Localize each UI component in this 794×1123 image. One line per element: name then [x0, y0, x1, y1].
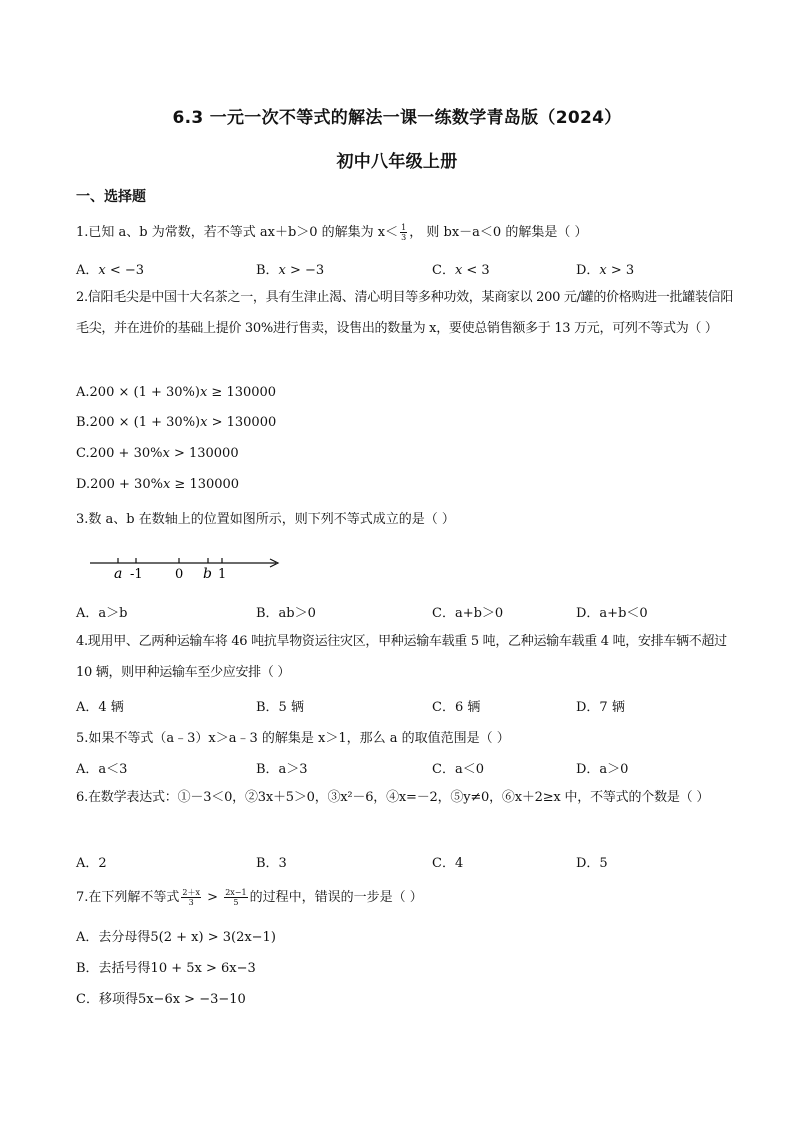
q1-option-a: A．𝑥 < −3	[76, 263, 145, 278]
q3-option-a: A．a＞b	[76, 606, 128, 621]
q7-frac1-num: 2＋x	[182, 888, 201, 897]
q3-option-c: C．a+b＞0	[432, 606, 504, 621]
label-minus-1: -1	[130, 567, 143, 582]
q6-option-a: A．2	[76, 856, 107, 871]
q7-step-b: B．去括号得10 + 5x > 6x−3	[76, 961, 256, 976]
label-1: 1	[218, 567, 227, 582]
q7-text-a: 7.在下列解不等式	[76, 890, 180, 905]
question-3-options	[76, 602, 736, 622]
q1-option-b: B．𝑥 > −3	[256, 263, 325, 278]
q1-text-a: 1.已知 a、b 为常数，若不等式 ax＋b＞0 的解集为 x＜	[76, 225, 399, 240]
question-1-stem	[76, 221, 587, 242]
q3-option-b: B．ab＞0	[256, 606, 316, 621]
question-6-options	[76, 852, 736, 872]
q1-text-b: ， 则 bx－a＜0 的解集是（ ）	[409, 225, 588, 240]
q4-option-d: D．7 辆	[576, 700, 625, 715]
question-1-options	[76, 259, 736, 279]
q2-option-b: B.200 × (1 + 30%)𝑥 > 130000	[76, 415, 277, 430]
q1-option-d: D．𝑥 > 3	[576, 263, 635, 278]
q5-option-d: D．a＞0	[576, 762, 629, 777]
title-line-1: 6.3 一元一次不等式的解法一课一练数学青岛版（2024）	[172, 108, 622, 128]
question-4-stem: 4.现用甲、乙两种运输车将 46 吨抗旱物资运往灾区，甲种运输车载重 5 吨，乙种运输车载重 4 吨，安排车辆不超过 10 辆，则甲种运输车至少应安排（ ）	[76, 634, 727, 680]
title-line-2: 初中八年级上册	[336, 152, 458, 172]
q7-step-c: C．移项得5x−6x > −3−10	[76, 992, 246, 1007]
label-a: a	[114, 566, 123, 582]
q7-text-b: 的过程中，错误的一步是（ ）	[249, 890, 423, 905]
q6-option-d: D．5	[576, 856, 608, 871]
q2-option-c: C.200 + 30%𝑥 > 130000	[76, 446, 239, 461]
q2-option-a: A.200 × (1 + 30%)𝑥 ≥ 130000	[76, 385, 277, 400]
q1-fraction	[400, 223, 407, 242]
q7-step-a: A．去分母得5(2 + x) > 3(2x−1)	[76, 930, 276, 945]
q1-option-c: C．𝑥 < 3	[432, 263, 490, 278]
number-line-figure	[90, 548, 290, 584]
q7-fraction-left	[181, 888, 201, 907]
q2-option-d: D.200 + 30%𝑥 ≥ 130000	[76, 477, 240, 492]
question-5-stem: 5.如果不等式（a﹣3）x＞a﹣3 的解集是 x＞1，那么 a 的取值范围是（ ）	[76, 731, 510, 746]
q4-option-c: C．6 辆	[432, 700, 481, 715]
q3-option-d: D．a+b＜0	[576, 606, 648, 621]
question-3-stem: 3.数 a、b 在数轴上的位置如图所示，则下列不等式成立的是（ ）	[76, 512, 455, 527]
q7-frac2-den: 5	[233, 898, 239, 907]
q7-gt-sign: >	[203, 890, 223, 905]
q5-option-c: C．a＜0	[432, 762, 484, 777]
q7-fraction-right	[224, 888, 247, 907]
section-heading: 一、选择题	[76, 189, 146, 205]
question-5-options	[76, 758, 736, 778]
q6-option-c: C．4	[432, 856, 464, 871]
q4-option-a: A．4 辆	[76, 700, 124, 715]
question-6-stem: 6.在数学表达式：①－3＜0，②3x＋5＞0，③x²－6，④x=－2，⑤y≠0，⑥x＋2≥x 中，不等式的个数是（ ）	[76, 790, 710, 805]
q1-frac-num: 1	[401, 223, 407, 232]
q7-frac1-den: 3	[188, 898, 194, 907]
question-7-stem	[76, 886, 423, 907]
q6-option-b: B．3	[256, 856, 287, 871]
question-4-options	[76, 696, 736, 716]
question-2-stem: 2.信阳毛尖是中国十大名茶之一，具有生津止渴、清心明目等多种功效，某商家以 200 元/罐的价格购进一批罐装信阳毛尖，并在进价的基础上提价 30%进行售卖，设售出的数量为 x，要使总销售额多于 13 万元，可列不等式为（ ）	[76, 290, 734, 336]
q7-frac2-num: 2x−1	[225, 888, 247, 897]
label-0: 0	[175, 567, 184, 582]
q5-option-b: B．a＞3	[256, 762, 308, 777]
q4-option-b: B．5 辆	[256, 700, 304, 715]
label-b: b	[203, 566, 212, 582]
q5-option-a: A．a＜3	[76, 762, 128, 777]
q1-frac-den: 3	[401, 233, 407, 242]
